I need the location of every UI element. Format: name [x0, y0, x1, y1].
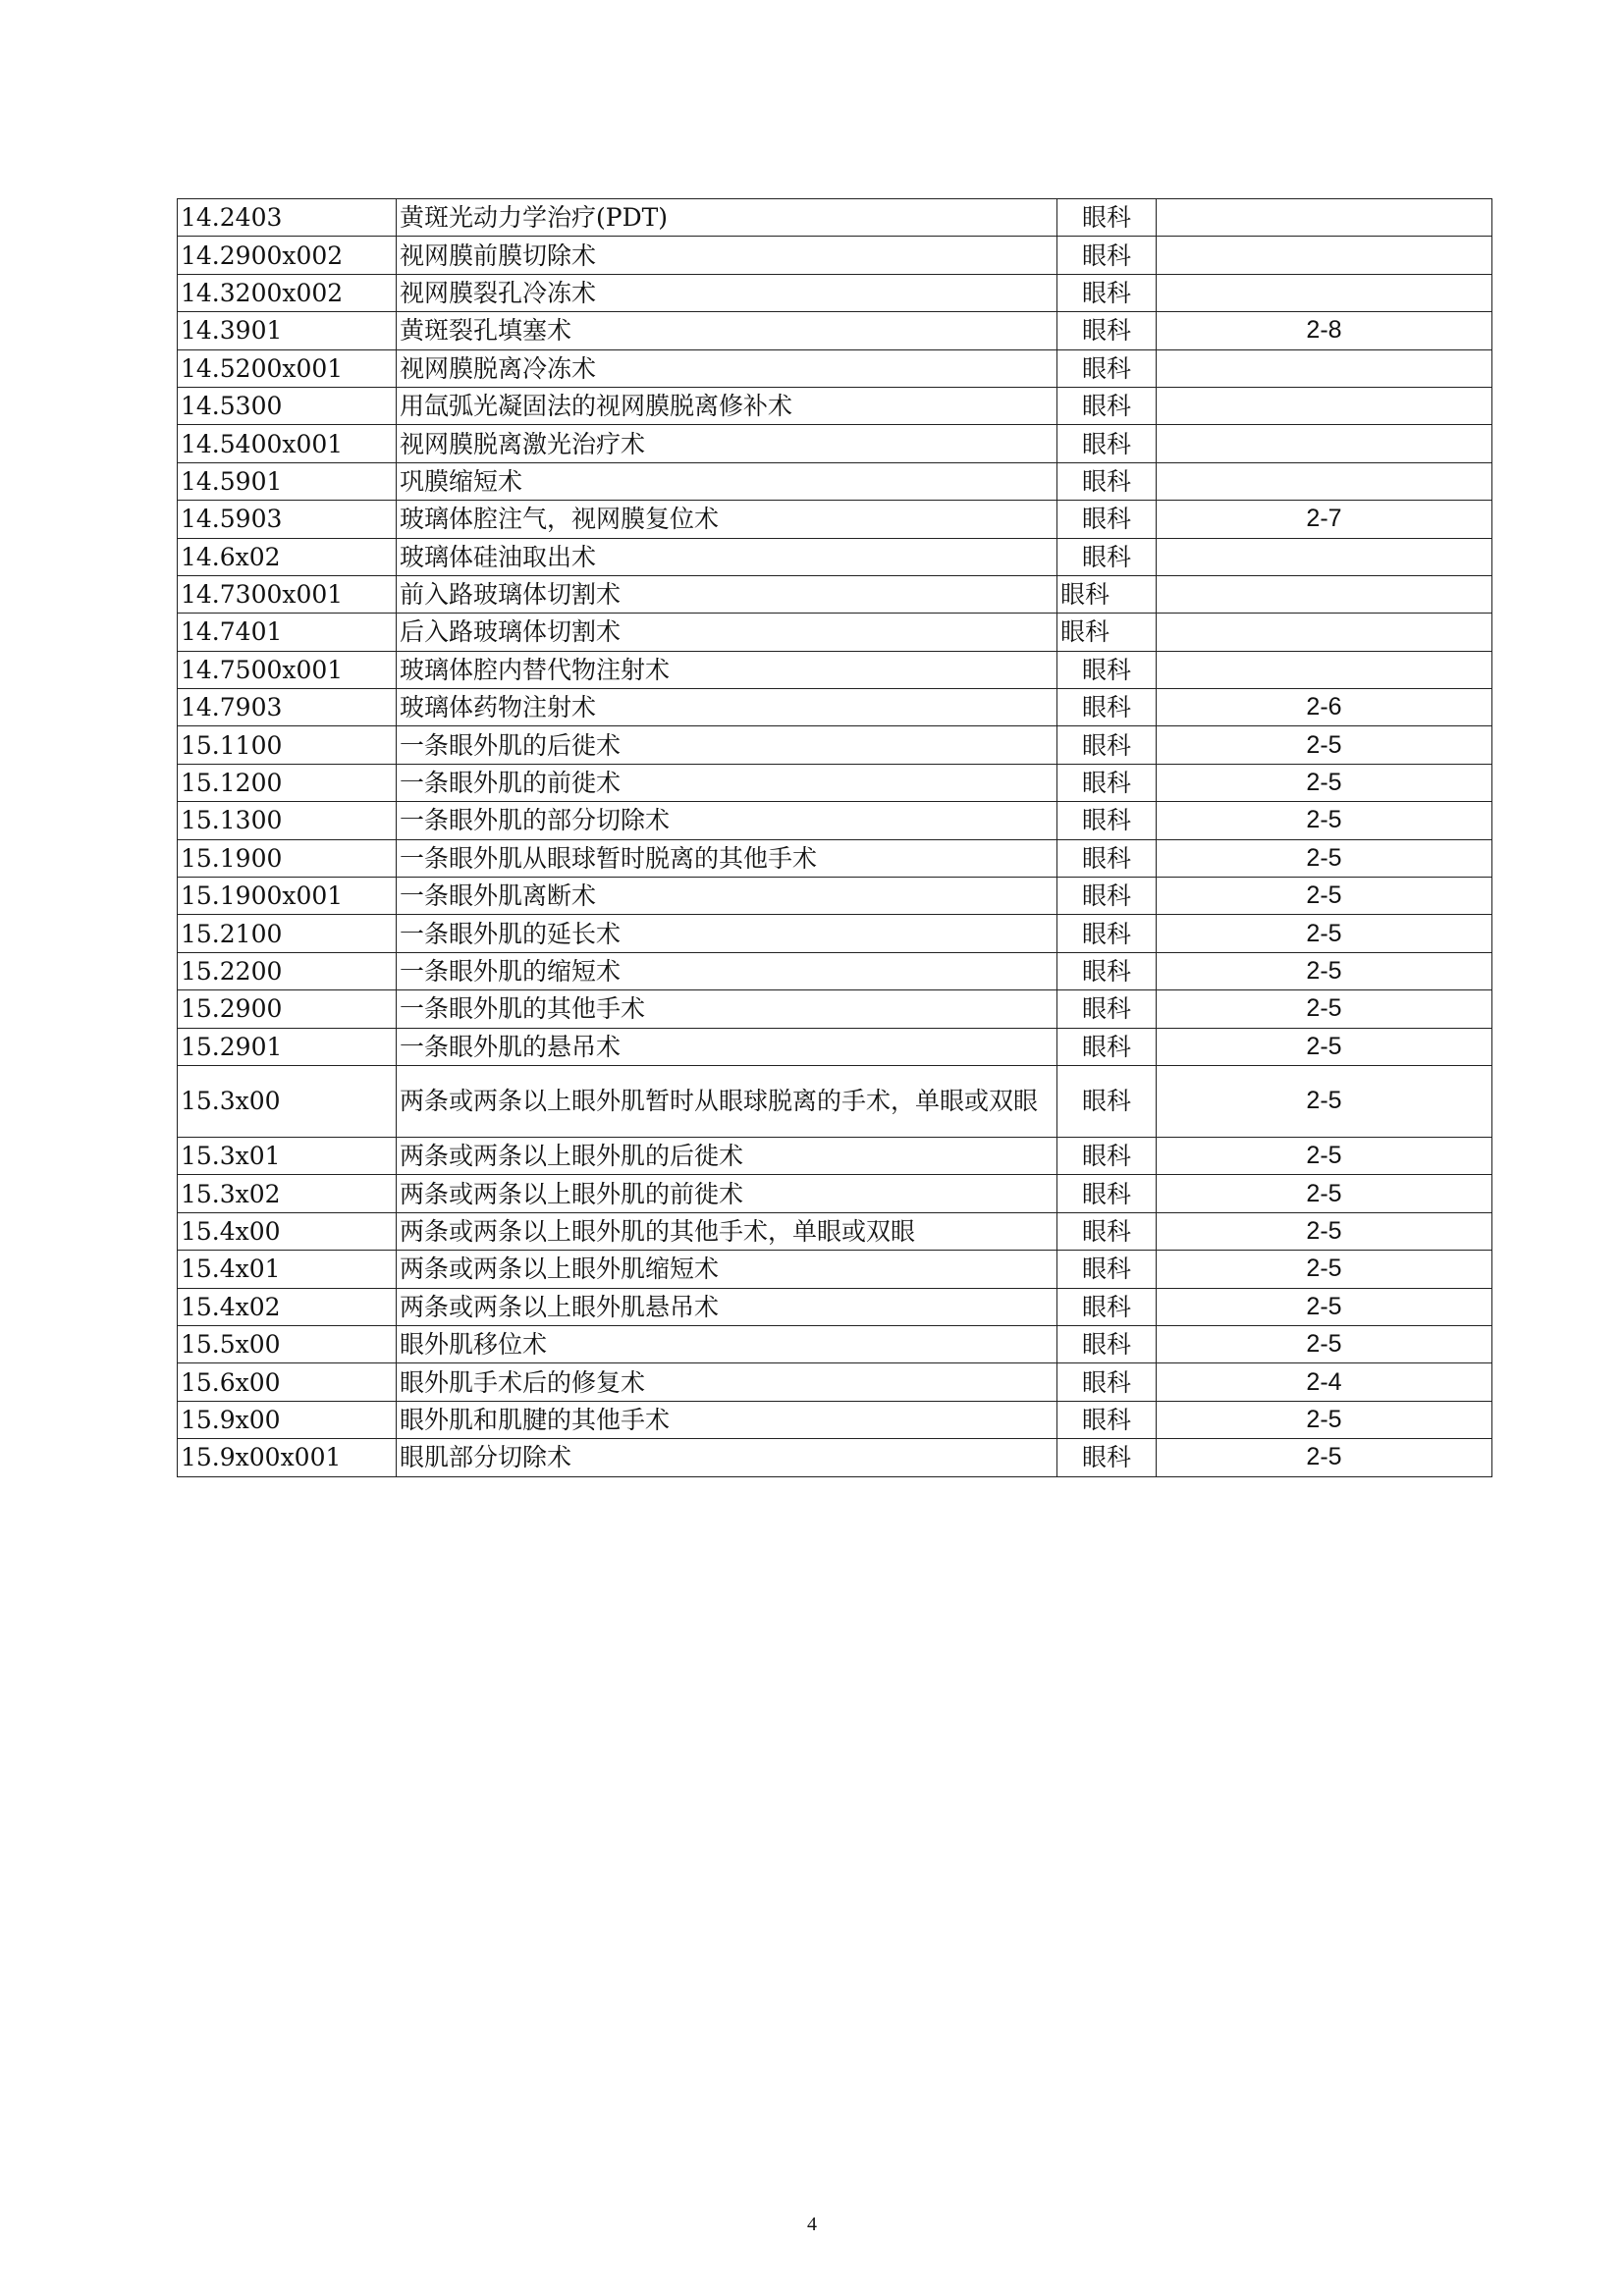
- procedure-name-cell: 一条眼外肌的部分切除术: [397, 802, 1057, 839]
- procedure-code-cell: 15.9x00: [178, 1401, 397, 1438]
- procedure-code-cell: 14.7300x001: [178, 575, 397, 613]
- procedure-code-cell: 15.3x00: [178, 1065, 397, 1137]
- procedure-code-cell: 15.6x00: [178, 1363, 397, 1401]
- department-cell: 眼科: [1057, 726, 1157, 764]
- procedure-code-cell: 15.2200: [178, 952, 397, 989]
- grade-cell: 2-5: [1157, 990, 1492, 1028]
- table-row: [178, 237, 1492, 274]
- grade-cell: 2-5: [1157, 1175, 1492, 1212]
- department-cell: 眼科: [1057, 1439, 1157, 1476]
- table-row: [178, 312, 1492, 349]
- procedure-name-cell: 两条或两条以上眼外肌的前徙术: [397, 1175, 1057, 1212]
- procedure-name-cell: 眼外肌手术后的修复术: [397, 1363, 1057, 1401]
- procedure-name-cell: 两条或两条以上眼外肌悬吊术: [397, 1288, 1057, 1325]
- grade-cell: [1157, 462, 1492, 500]
- procedure-name-cell: 前入路玻璃体切割术: [397, 575, 1057, 613]
- procedure-name-cell: 视网膜前膜切除术: [397, 237, 1057, 274]
- procedure-code-cell: 14.5903: [178, 501, 397, 538]
- procedure-code-cell: 14.5200x001: [178, 349, 397, 387]
- procedure-name-cell: 视网膜裂孔冷冻术: [397, 274, 1057, 311]
- department-cell: 眼科: [1057, 1325, 1157, 1362]
- department-cell: 眼科: [1057, 878, 1157, 915]
- table-row: [178, 726, 1492, 764]
- procedure-name-cell: 玻璃体腔内替代物注射术: [397, 651, 1057, 688]
- department-cell: 眼科: [1057, 1288, 1157, 1325]
- procedure-name-cell: 巩膜缩短术: [397, 462, 1057, 500]
- page-number: 4: [807, 2214, 817, 2235]
- department-cell: 眼科: [1057, 952, 1157, 989]
- procedure-code-cell: 14.2900x002: [178, 237, 397, 274]
- procedure-name-cell: 两条或两条以上眼外肌暂时从眼球脱离的手术，单眼或双眼: [397, 1065, 1057, 1137]
- procedure-code-cell: 15.2100: [178, 915, 397, 952]
- procedure-code-cell: 14.5400x001: [178, 425, 397, 462]
- grade-cell: 2-5: [1157, 1325, 1492, 1362]
- procedure-name-cell: 一条眼外肌的缩短术: [397, 952, 1057, 989]
- table-row: [178, 614, 1492, 651]
- grade-cell: 2-5: [1157, 952, 1492, 989]
- grade-cell: 2-4: [1157, 1363, 1492, 1401]
- procedure-name-cell: 一条眼外肌离断术: [397, 878, 1057, 915]
- procedure-name-cell: 两条或两条以上眼外肌的后徙术: [397, 1137, 1057, 1174]
- department-cell: 眼科: [1057, 1028, 1157, 1065]
- table-row: [178, 990, 1492, 1028]
- department-cell: 眼科: [1057, 387, 1157, 424]
- procedure-code-cell: 15.4x02: [178, 1288, 397, 1325]
- department-cell: 眼科: [1057, 614, 1157, 651]
- procedure-name-cell: 玻璃体腔注气，视网膜复位术: [397, 501, 1057, 538]
- grade-cell: 2-5: [1157, 802, 1492, 839]
- procedure-name-cell: 眼外肌移位术: [397, 1325, 1057, 1362]
- department-cell: 眼科: [1057, 1137, 1157, 1174]
- grade-cell: 2-5: [1157, 1137, 1492, 1174]
- table-row: [178, 915, 1492, 952]
- procedure-name-cell: 视网膜脱离冷冻术: [397, 349, 1057, 387]
- table-row: [178, 1028, 1492, 1065]
- table-row: [178, 764, 1492, 801]
- table-row: [178, 538, 1492, 575]
- procedure-code-cell: 15.1900: [178, 839, 397, 877]
- procedure-name-cell: 一条眼外肌的前徙术: [397, 764, 1057, 801]
- department-cell: 眼科: [1057, 1251, 1157, 1288]
- table-row: [178, 1251, 1492, 1288]
- procedure-name-cell: 黄斑裂孔填塞术: [397, 312, 1057, 349]
- grade-cell: 2-5: [1157, 1401, 1492, 1438]
- department-cell: 眼科: [1057, 462, 1157, 500]
- procedure-code-cell: 14.5300: [178, 387, 397, 424]
- grade-cell: [1157, 237, 1492, 274]
- procedure-code-cell: 15.1300: [178, 802, 397, 839]
- procedure-code-cell: 15.2901: [178, 1028, 397, 1065]
- grade-cell: [1157, 425, 1492, 462]
- grade-cell: 2-5: [1157, 839, 1492, 877]
- procedure-code-cell: 15.4x00: [178, 1212, 397, 1250]
- procedure-code-cell: 14.7401: [178, 614, 397, 651]
- procedure-code-cell: 15.1900x001: [178, 878, 397, 915]
- table-row: [178, 952, 1492, 989]
- table-row: [178, 1212, 1492, 1250]
- grade-cell: 2-5: [1157, 764, 1492, 801]
- procedure-code-cell: 15.5x00: [178, 1325, 397, 1362]
- procedure-code-cell: 15.4x01: [178, 1251, 397, 1288]
- table-row: [178, 1288, 1492, 1325]
- procedure-name-cell: 两条或两条以上眼外肌的其他手术，单眼或双眼: [397, 1212, 1057, 1250]
- department-cell: 眼科: [1057, 349, 1157, 387]
- grade-cell: 2-5: [1157, 1439, 1492, 1476]
- department-cell: 眼科: [1057, 915, 1157, 952]
- department-cell: 眼科: [1057, 1363, 1157, 1401]
- procedure-name-cell: 两条或两条以上眼外肌缩短术: [397, 1251, 1057, 1288]
- grade-cell: 2-8: [1157, 312, 1492, 349]
- table-row: [178, 878, 1492, 915]
- grade-cell: 2-5: [1157, 1028, 1492, 1065]
- procedure-code-cell: 15.1100: [178, 726, 397, 764]
- procedure-name-cell: 一条眼外肌的延长术: [397, 915, 1057, 952]
- procedure-name-cell: 一条眼外肌的其他手术: [397, 990, 1057, 1028]
- procedure-code-cell: 15.9x00x001: [178, 1439, 397, 1476]
- procedure-code-cell: 15.3x01: [178, 1137, 397, 1174]
- department-cell: 眼科: [1057, 501, 1157, 538]
- grade-cell: [1157, 538, 1492, 575]
- grade-cell: [1157, 575, 1492, 613]
- department-cell: 眼科: [1057, 651, 1157, 688]
- procedure-name-cell: 视网膜脱离激光治疗术: [397, 425, 1057, 462]
- procedure-code-cell: 14.7500x001: [178, 651, 397, 688]
- procedure-code-cell: 14.2403: [178, 199, 397, 237]
- procedure-name-cell: 一条眼外肌的后徙术: [397, 726, 1057, 764]
- table-row: [178, 1065, 1492, 1137]
- table-row: [178, 839, 1492, 877]
- procedure-code-cell: 14.5901: [178, 462, 397, 500]
- department-cell: 眼科: [1057, 764, 1157, 801]
- procedure-name-cell: 玻璃体硅油取出术: [397, 538, 1057, 575]
- procedure-name-cell: 用氙弧光凝固法的视网膜脱离修补术: [397, 387, 1057, 424]
- grade-cell: [1157, 349, 1492, 387]
- procedure-name-cell: 后入路玻璃体切割术: [397, 614, 1057, 651]
- department-cell: 眼科: [1057, 839, 1157, 877]
- department-cell: 眼科: [1057, 802, 1157, 839]
- department-cell: 眼科: [1057, 425, 1157, 462]
- procedure-code-cell: 15.1200: [178, 764, 397, 801]
- procedure-code-cell: 15.2900: [178, 990, 397, 1028]
- table-row: [178, 1439, 1492, 1476]
- department-cell: 眼科: [1057, 237, 1157, 274]
- grade-cell: [1157, 274, 1492, 311]
- department-cell: 眼科: [1057, 1175, 1157, 1212]
- procedure-code-cell: 14.3200x002: [178, 274, 397, 311]
- grade-cell: [1157, 614, 1492, 651]
- procedure-name-cell: 眼外肌和肌腱的其他手术: [397, 1401, 1057, 1438]
- procedure-table: [177, 198, 1492, 1477]
- table-row: [178, 689, 1492, 726]
- grade-cell: 2-5: [1157, 878, 1492, 915]
- procedure-table-body: [178, 199, 1492, 1477]
- table-row: [178, 349, 1492, 387]
- procedure-code-cell: 14.6x02: [178, 538, 397, 575]
- table-row: [178, 274, 1492, 311]
- table-row: [178, 425, 1492, 462]
- department-cell: 眼科: [1057, 199, 1157, 237]
- procedure-code-cell: 15.3x02: [178, 1175, 397, 1212]
- procedure-name-cell: 一条眼外肌的悬吊术: [397, 1028, 1057, 1065]
- procedure-name-cell: 一条眼外肌从眼球暂时脱离的其他手术: [397, 839, 1057, 877]
- department-cell: 眼科: [1057, 538, 1157, 575]
- table-row: [178, 575, 1492, 613]
- department-cell: 眼科: [1057, 274, 1157, 311]
- procedure-name-cell: 玻璃体药物注射术: [397, 689, 1057, 726]
- table-row: [178, 387, 1492, 424]
- department-cell: 眼科: [1057, 575, 1157, 613]
- department-cell: 眼科: [1057, 312, 1157, 349]
- procedure-name-cell: 眼肌部分切除术: [397, 1439, 1057, 1476]
- procedure-code-cell: 14.7903: [178, 689, 397, 726]
- department-cell: 眼科: [1057, 1212, 1157, 1250]
- grade-cell: 2-5: [1157, 1251, 1492, 1288]
- grade-cell: [1157, 387, 1492, 424]
- procedure-name-cell: 黄斑光动力学治疗(PDT): [397, 199, 1057, 237]
- table-row: [178, 1363, 1492, 1401]
- grade-cell: 2-7: [1157, 501, 1492, 538]
- table-row: [178, 1137, 1492, 1174]
- grade-cell: [1157, 651, 1492, 688]
- table-row: [178, 501, 1492, 538]
- grade-cell: 2-5: [1157, 1065, 1492, 1137]
- procedure-code-cell: 14.3901: [178, 312, 397, 349]
- grade-cell: [1157, 199, 1492, 237]
- department-cell: 眼科: [1057, 1401, 1157, 1438]
- grade-cell: 2-5: [1157, 1212, 1492, 1250]
- table-row: [178, 651, 1492, 688]
- grade-cell: 2-5: [1157, 1288, 1492, 1325]
- table-row: [178, 199, 1492, 237]
- grade-cell: 2-5: [1157, 915, 1492, 952]
- grade-cell: 2-5: [1157, 726, 1492, 764]
- department-cell: 眼科: [1057, 689, 1157, 726]
- table-row: [178, 1325, 1492, 1362]
- grade-cell: 2-6: [1157, 689, 1492, 726]
- table-row: [178, 1401, 1492, 1438]
- department-cell: 眼科: [1057, 990, 1157, 1028]
- table-row: [178, 802, 1492, 839]
- department-cell: 眼科: [1057, 1065, 1157, 1137]
- table-row: [178, 1175, 1492, 1212]
- table-row: [178, 462, 1492, 500]
